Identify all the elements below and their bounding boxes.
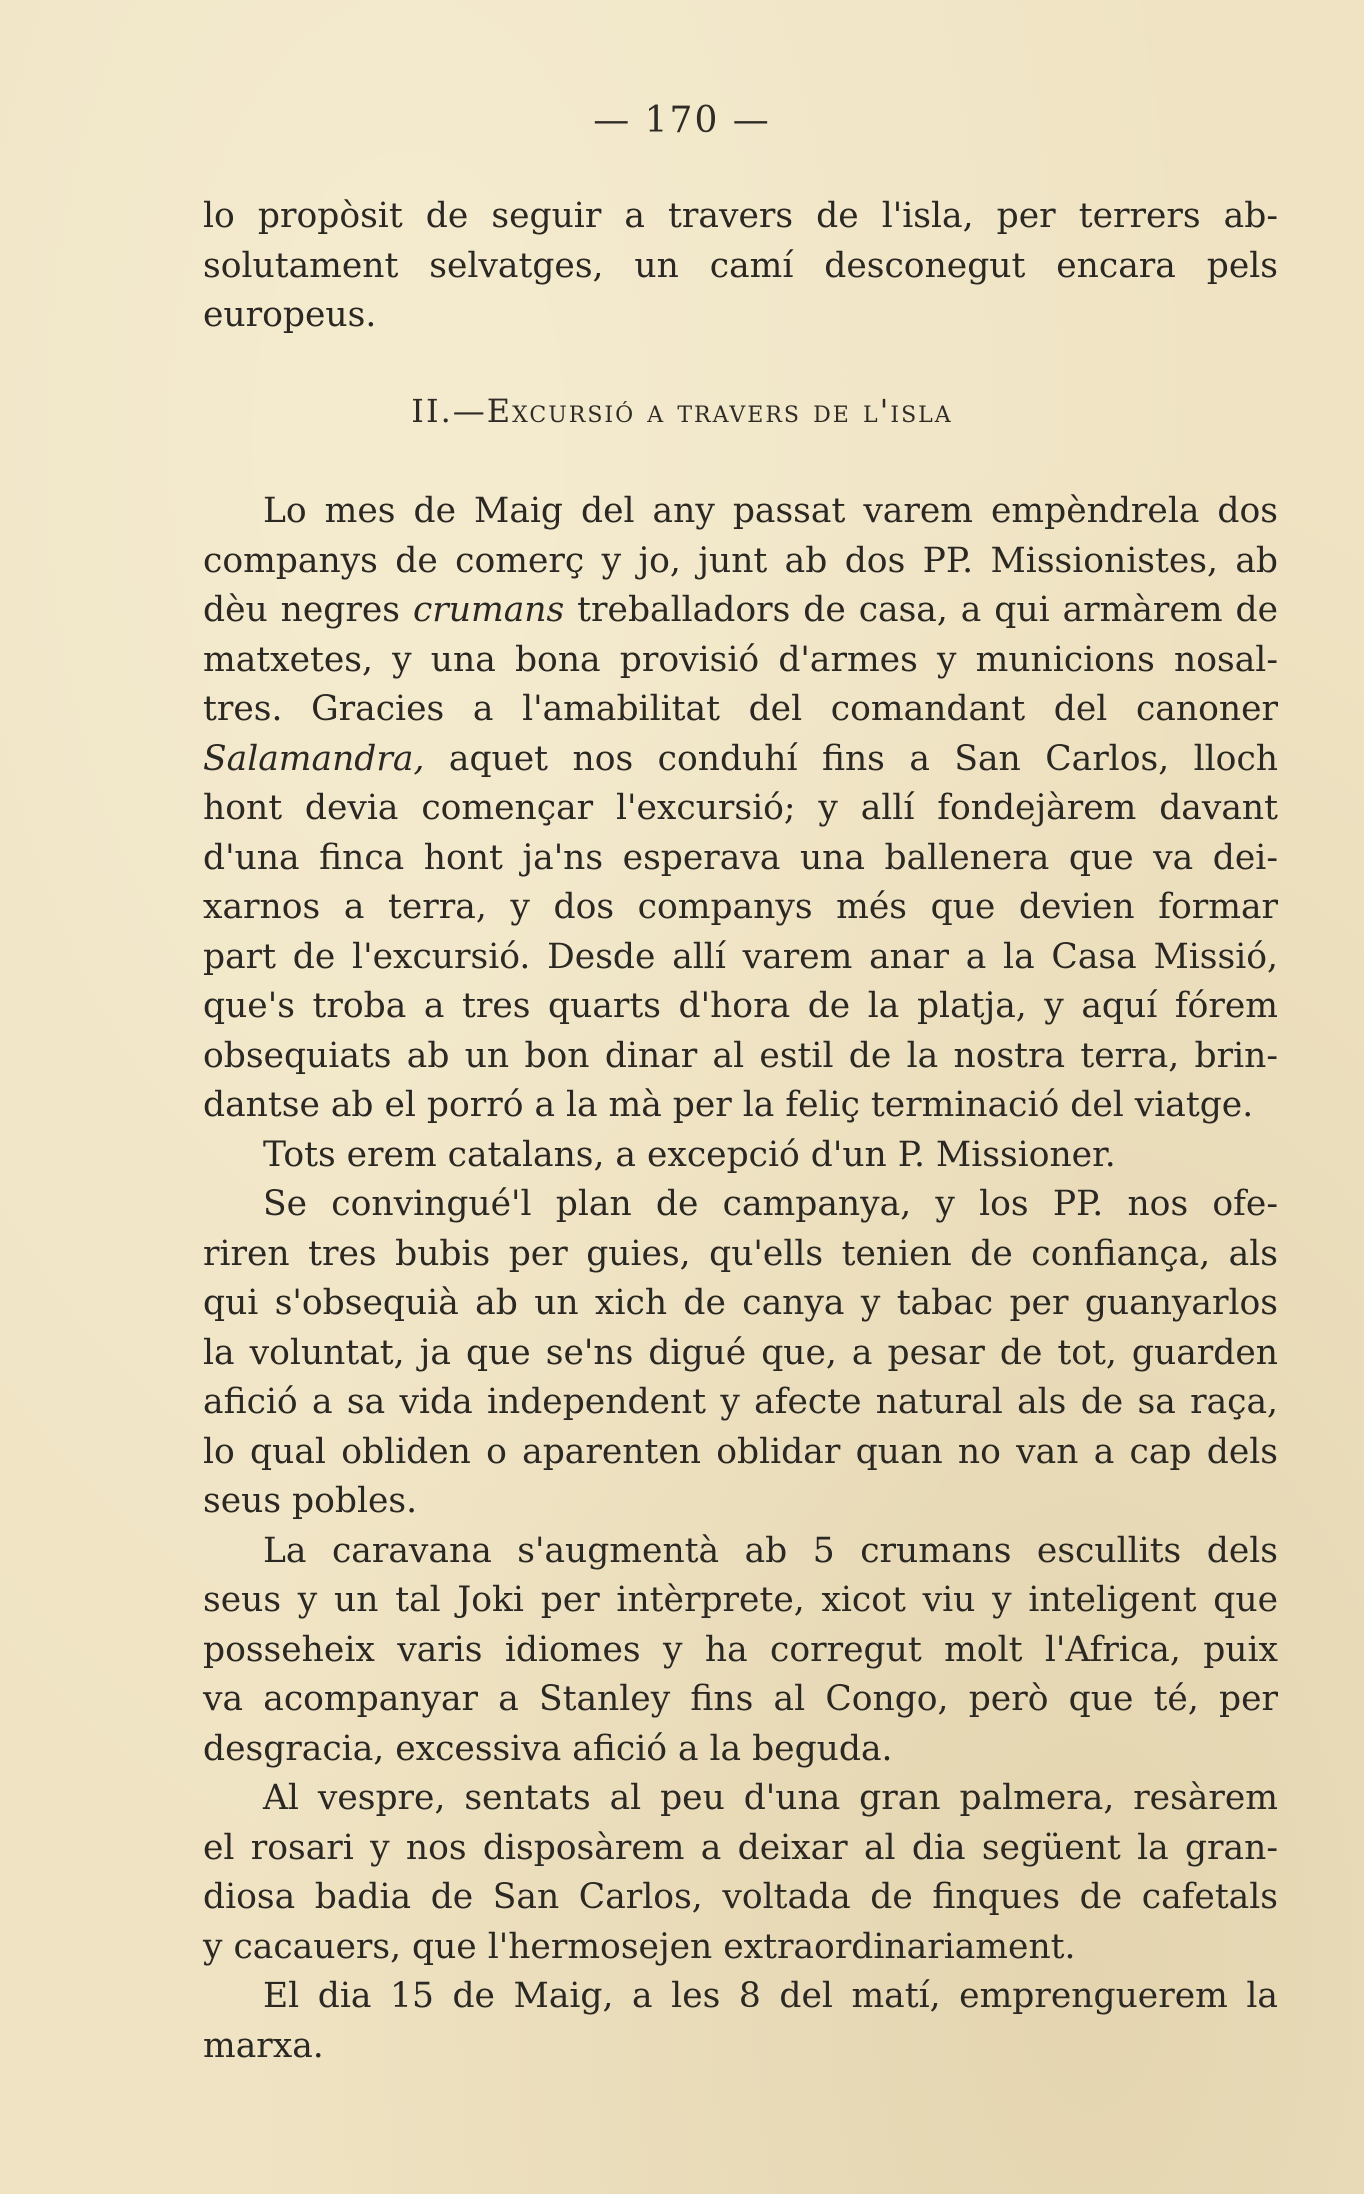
text-line: d'una finca hont ja'ns esperava una ballenera que va dei- <box>203 837 1278 878</box>
text-segment: treballadors de casa, a qui armàrem de <box>577 590 1278 630</box>
text-line: seus y un tal Joki per intèrprete, xicot viu y inteligent que <box>203 1580 1278 1620</box>
text-line: y cacauers, que l'hermosejen extraordinariament. <box>203 1926 1076 1967</box>
text-line: matxetes, y una bona provisió d'armes y municions nosal- <box>203 639 1278 680</box>
text-line: afició a sa vida independent y afecte natural als de sa raça, <box>203 1382 1278 1422</box>
text-line: Lo mes de Maig del any passat varem empèndrela dos <box>263 491 1278 531</box>
text-line: va acompanyar a Stanley fins al Congo, però que té, per <box>203 1679 1278 1719</box>
italic-term: crumans <box>412 590 565 630</box>
text-line: lo qual obliden o aparenten oblidar quan no van a cap dels <box>203 1431 1278 1472</box>
text-line: seus pobles. <box>203 1481 418 1521</box>
text-line: solutament selvatges, un camí desconegut encara pels <box>203 245 1278 286</box>
text-line: posseheix varis idiomes y ha corregut molt l'Africa, puix <box>203 1629 1278 1670</box>
text-line: La caravana s'augmentà ab 5 crumans escullits dels <box>263 1530 1278 1571</box>
text-line: desgracia, excessiva afició a la beguda. <box>203 1728 893 1769</box>
text-line: tres. Gracies a l'amabilitat del comandant del canoner <box>203 689 1278 729</box>
text-line: europeus. <box>203 295 377 335</box>
text-line: qui s'obsequià ab un xich de canya y tabac per guanyarlos <box>203 1283 1278 1323</box>
text-segment: dèu negres <box>203 590 401 630</box>
text-line: Se convingué'l plan de campanya, y los PP. nos ofe- <box>263 1184 1278 1224</box>
section-dash: — <box>452 392 487 430</box>
intro-paragraph <box>203 192 1278 341</box>
text-line: que's troba a tres quarts d'hora de la platja, y aquí fórem <box>203 986 1278 1026</box>
text-line: diosa badia de San Carlos, voltada de finques de cafetals <box>203 1877 1278 1917</box>
section-numeral: II. <box>411 392 453 430</box>
text-line: Tots erem catalans, a excepció d'un P. Missioner. <box>263 1134 1116 1175</box>
text-line: part de l'excursió. Desde allí varem anar a la Casa Missió, <box>203 936 1278 977</box>
text-line <box>203 586 1278 636</box>
text-line: lo propòsit de seguir a travers de l'isla, per terrers ab- <box>203 196 1278 236</box>
text-line: la voluntat, ja que se'ns digué que, a pesar de tot, guarden <box>203 1332 1278 1373</box>
text-line: El dia 15 de Maig, a les 8 del matí, emprenguerem la <box>263 1976 1278 2016</box>
text-line: companys de comerç y jo, junt ab dos PP. Missionistes, ab <box>203 540 1278 581</box>
text-line: xarnos a terra, y dos companys més que devien formar <box>203 887 1278 927</box>
text-line <box>203 735 1278 785</box>
text-line: riren tres bubis per guies, qu'ells tenien de confiança, als <box>203 1233 1278 1274</box>
section-title: Excursió a travers de l'isla <box>486 392 953 430</box>
body-text <box>203 487 1278 2071</box>
page-number: — 170 — <box>593 100 771 141</box>
text-line: dantse ab el porró a la mà per la feliç terminació del viatge. <box>203 1085 1254 1125</box>
text-line: marxa. <box>203 2025 324 2066</box>
section-heading <box>0 392 1364 430</box>
text-line: obsequiats ab un bon dinar al estil de la nostra terra, brin- <box>203 1035 1278 1076</box>
italic-ship-name: Salamandra, <box>203 738 425 779</box>
text-line: el rosari y nos disposàrem a deixar al dia següent la gran- <box>203 1827 1278 1868</box>
text-line: hont devia començar l'excursió; y allí fondejàrem davant <box>203 788 1278 828</box>
text-line: Al vespre, sentats al peu d'una gran palmera, resàrem <box>263 1778 1278 1818</box>
text-segment: aquet nos conduhí fins a San Carlos, lloch <box>448 738 1278 779</box>
